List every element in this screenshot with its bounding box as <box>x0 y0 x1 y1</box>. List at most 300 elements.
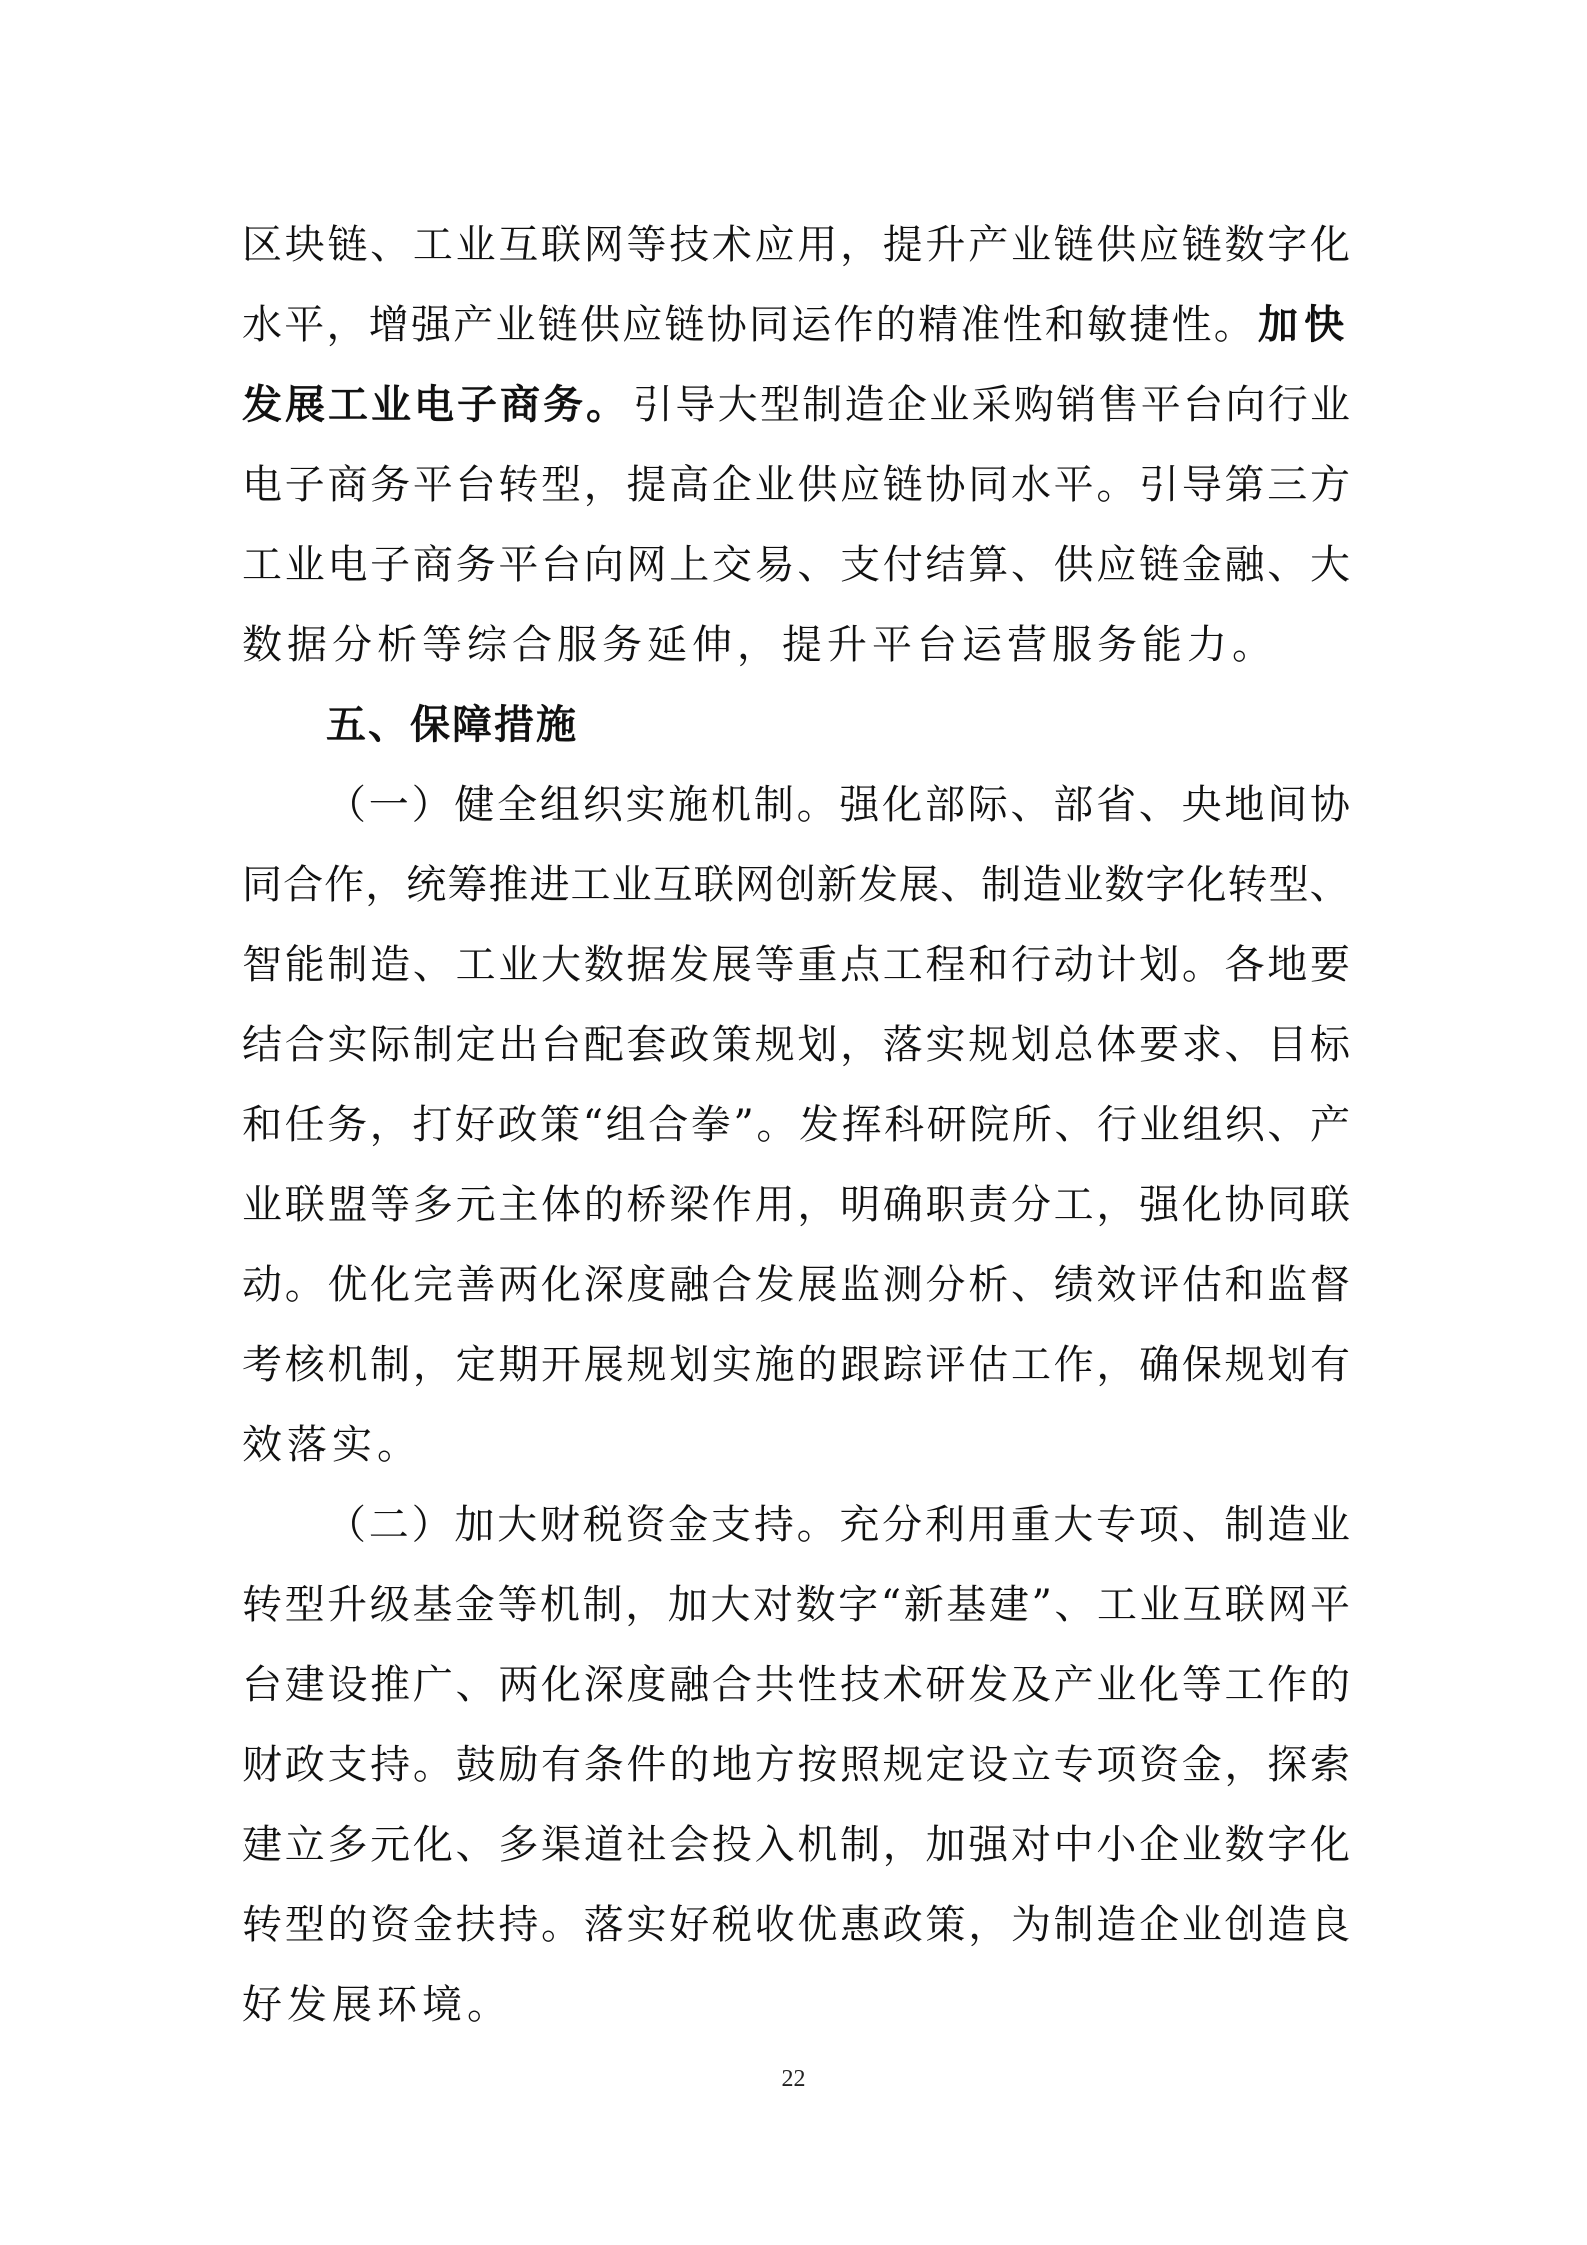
text-char: 业 <box>1181 1902 1222 1948</box>
paragraph-line <box>242 525 1350 605</box>
text-char: 企 <box>1139 1822 1180 1868</box>
text-char: 、 <box>1181 1502 1222 1548</box>
text-char: 的 <box>327 1902 368 1948</box>
text-char: 策 <box>711 1022 752 1068</box>
text-char: 配 <box>583 1022 624 1068</box>
text-char: 制 <box>412 1022 453 1068</box>
text-char: 、 <box>1010 782 1051 828</box>
text-char: 落 <box>583 1902 624 1948</box>
text-char: 化 <box>1139 1662 1180 1708</box>
text-char: ， <box>1224 1742 1265 1788</box>
text-char: ， <box>326 302 367 348</box>
text-char: 求 <box>1181 1022 1222 1068</box>
text-char: 政 <box>669 1022 710 1068</box>
text-char: 联 <box>693 862 734 908</box>
text-char: 分 <box>925 1262 966 1308</box>
text-char: 作 <box>1053 1342 1094 1388</box>
text-char: 规 <box>968 1022 1009 1068</box>
text-char: 业 <box>1139 1582 1180 1628</box>
text-char: 定 <box>455 1022 496 1068</box>
text-char: 台 <box>541 542 582 588</box>
text-char: 鼓 <box>455 1742 496 1788</box>
text-char: 据 <box>626 942 667 988</box>
text-char: 发 <box>754 1262 795 1308</box>
text-char: 字 <box>1267 1822 1308 1868</box>
text-char: 拳 <box>690 1102 731 1148</box>
text-char: 融 <box>669 1262 710 1308</box>
text-char: 筹 <box>447 862 488 908</box>
text-char: ， <box>365 862 406 908</box>
text-char: 职 <box>925 1182 966 1228</box>
text-char: 等 <box>626 222 667 268</box>
text-char: 资 <box>625 1502 666 1548</box>
text-char: 化 <box>1309 222 1350 268</box>
text-char: 协 <box>1224 1182 1265 1228</box>
text-char: 。 <box>412 1742 453 1788</box>
text-char: 、 <box>412 942 453 988</box>
text-char: 联 <box>1309 1182 1350 1228</box>
text-char: 落 <box>882 1022 923 1068</box>
text-char: 所 <box>1011 1102 1052 1148</box>
text-char: 大 <box>541 942 582 988</box>
text-char: 入 <box>754 1822 795 1868</box>
text-char: 交 <box>711 542 752 588</box>
text-char: 互 <box>498 222 539 268</box>
text-char: 充 <box>839 1502 880 1548</box>
text-char: 金 <box>412 1902 453 1948</box>
text-char: 。 <box>1181 942 1222 988</box>
text-char: 应 <box>840 462 881 508</box>
text-char: 转 <box>242 1902 282 1948</box>
text-char: 业 <box>284 542 325 588</box>
text-char: 资 <box>370 1902 411 1948</box>
text-char: 业 <box>1181 1822 1222 1868</box>
text-char: 开 <box>541 1342 582 1388</box>
text-char: 新 <box>903 1582 944 1628</box>
text-char: 惠 <box>840 1902 881 1948</box>
text-char: 制 <box>1053 1902 1094 1948</box>
text-char: 业 <box>1139 1102 1180 1148</box>
text-char: 、 <box>455 1662 496 1708</box>
text-char: 造 <box>1267 1902 1308 1948</box>
text-char: 数 <box>1224 1822 1265 1868</box>
text-char: 支 <box>711 1502 752 1548</box>
text-char: 测 <box>882 1262 923 1308</box>
text-char: 网 <box>626 542 667 588</box>
text-char: 划 <box>669 1342 710 1388</box>
text-char: 联 <box>541 222 582 268</box>
text-char: 社 <box>626 1822 667 1868</box>
text-char: 强 <box>968 1822 1009 1868</box>
bold-phrase: 发展工业电子商务。 <box>242 381 629 428</box>
text-char: 售 <box>1098 382 1139 428</box>
text-char: 加 <box>667 1582 708 1628</box>
text-char: 行 <box>1267 382 1308 428</box>
text-char: 台 <box>455 462 496 508</box>
text-char: 平 <box>1140 382 1181 428</box>
text-char: 好 <box>454 1102 495 1148</box>
text-char: 化 <box>541 1262 582 1308</box>
text-char: 政 <box>882 1902 923 1948</box>
text-char: 化 <box>412 1822 453 1868</box>
text-char: 同 <box>1267 1182 1308 1228</box>
paragraph-line <box>242 1805 1350 1885</box>
text-char: 制 <box>370 1342 411 1388</box>
text-char: 监 <box>840 1262 881 1308</box>
text-char: 院 <box>969 1102 1010 1148</box>
text-char: 划 <box>1010 1022 1051 1068</box>
text-char: 制 <box>1224 1502 1265 1548</box>
text-char: 大 <box>1053 1502 1094 1548</box>
text-char: 评 <box>925 1342 966 1388</box>
text-char: 设 <box>968 1742 1009 1788</box>
text-char: 持 <box>370 1742 411 1788</box>
text-char: 条 <box>583 1742 624 1788</box>
text-char: 合 <box>711 1662 752 1708</box>
text-char: 块 <box>284 222 325 268</box>
text-char: 保 <box>1181 1342 1222 1388</box>
text-char: 制 <box>327 942 368 988</box>
text-char: 、 <box>1309 862 1350 908</box>
text-char: 建 <box>242 1822 282 1868</box>
text-char: ， <box>412 1342 453 1388</box>
text-char: 体 <box>1096 1022 1137 1068</box>
paragraph-line: 效落实。 <box>242 1422 422 1468</box>
text-char: 各 <box>1224 942 1265 988</box>
text-char: 两 <box>498 1262 539 1308</box>
text-char: 推 <box>370 1662 411 1708</box>
text-char: 制 <box>582 1582 623 1628</box>
paragraph-line <box>242 205 1350 285</box>
text-char: ， <box>1096 1342 1137 1388</box>
text-char: 数 <box>583 942 624 988</box>
text-char: 融 <box>669 1662 710 1708</box>
text-char: 道 <box>583 1822 624 1868</box>
text-char: 制 <box>753 782 794 828</box>
text-char: 挥 <box>841 1102 882 1148</box>
text-char: ， <box>583 462 624 508</box>
paragraph-line <box>242 1485 1350 1565</box>
text-char: 应 <box>754 222 795 268</box>
text-char: 优 <box>797 1902 838 1948</box>
text-char: ， <box>968 1902 1009 1948</box>
text-char: ， <box>840 222 881 268</box>
text-char: 税 <box>711 1902 752 1948</box>
text-char: 间 <box>1267 782 1308 828</box>
text-char: 行 <box>1010 942 1051 988</box>
text-char: 。 <box>796 782 837 828</box>
text-char: 采 <box>971 382 1012 428</box>
text-char: 定 <box>455 1342 496 1388</box>
text-char: 销 <box>1056 382 1097 428</box>
text-char: 支 <box>840 542 881 588</box>
text-char: 加 <box>925 1822 966 1868</box>
text-char: 第 <box>1224 462 1265 508</box>
text-char: 发 <box>669 942 710 988</box>
text-char: 分 <box>1010 1182 1051 1228</box>
text-char: 业 <box>1063 862 1104 908</box>
text-char: 和 <box>1044 302 1085 348</box>
text-char: 展 <box>899 862 939 908</box>
text-char: 等 <box>497 1582 538 1628</box>
text-char: 。 <box>796 1502 837 1548</box>
text-char: 合 <box>648 1102 689 1148</box>
text-char: 升 <box>925 222 966 268</box>
text-char: 用 <box>967 1502 1008 1548</box>
text-char: 运 <box>791 302 832 348</box>
text-char: 化 <box>1186 862 1227 908</box>
text-char: 务 <box>455 542 496 588</box>
text-char: 绩 <box>1053 1262 1094 1308</box>
text-char: 多 <box>498 1822 539 1868</box>
text-char: 业 <box>754 462 795 508</box>
text-char: 会 <box>669 1822 710 1868</box>
text-char: 网 <box>1267 1582 1308 1628</box>
text-char: 三 <box>1267 462 1308 508</box>
text-char: 、 <box>370 222 411 268</box>
text-char: 确 <box>1139 1342 1180 1388</box>
text-char: 发 <box>799 1102 839 1148</box>
text-char: 大 <box>1309 542 1350 588</box>
text-char: 重 <box>797 942 838 988</box>
text-char: 点 <box>840 942 881 988</box>
text-char: 平 <box>498 542 539 588</box>
text-char: 基 <box>946 1582 987 1628</box>
text-char: 规 <box>882 1742 923 1788</box>
text-char: 强 <box>839 782 880 828</box>
text-char: 织 <box>582 782 623 828</box>
text-char: 业 <box>611 862 652 908</box>
text-char: 优 <box>327 1262 368 1308</box>
text-char: 的 <box>797 1342 838 1388</box>
text-char: 化 <box>1181 1182 1222 1228</box>
text-char: 导 <box>675 382 716 428</box>
text-char: 性 <box>1171 302 1212 348</box>
text-char: 水 <box>242 302 282 348</box>
text-char: 数 <box>795 1582 836 1628</box>
text-char: 励 <box>498 1742 539 1788</box>
text-char: 为 <box>1010 1902 1051 1948</box>
text-char: 用 <box>754 1182 795 1228</box>
text-char: 照 <box>840 1742 881 1788</box>
text-char: 部 <box>1053 782 1094 828</box>
text-char: 健 <box>454 782 495 828</box>
text-char: 业 <box>455 222 496 268</box>
text-char: 等 <box>1181 1662 1222 1708</box>
text-char: 件 <box>626 1742 667 1788</box>
text-char: 型 <box>284 1902 325 1948</box>
text-char: 的 <box>875 302 916 348</box>
text-char: 上 <box>669 542 710 588</box>
text-char: 实 <box>925 1022 966 1068</box>
text-char: 政 <box>284 1742 325 1788</box>
text-char: 、 <box>1138 782 1179 828</box>
text-char: 。 <box>756 1102 797 1148</box>
text-char: 一 <box>368 782 409 828</box>
text-char: 计 <box>1096 942 1137 988</box>
text-char: 展 <box>711 942 752 988</box>
text-char: 金 <box>668 1502 709 1548</box>
text-char: 、 <box>940 862 981 908</box>
text-char: 重 <box>1010 1502 1051 1548</box>
text-char: 央 <box>1181 782 1222 828</box>
text-char: 制 <box>802 382 843 428</box>
text-char: 平 <box>1053 462 1094 508</box>
text-char: 的 <box>583 1182 624 1228</box>
text-char: 台 <box>541 1022 582 1068</box>
text-char: 能 <box>284 942 325 988</box>
section-heading: 五、保障措施 <box>326 702 578 748</box>
text-char: 平 <box>1309 1582 1350 1628</box>
text-char: 统 <box>406 862 447 908</box>
text-char: 业 <box>495 302 536 348</box>
text-char: 建 <box>988 1582 1029 1628</box>
text-char: 数 <box>1104 862 1145 908</box>
text-char: 作 <box>711 1182 752 1228</box>
text-char: 立 <box>1010 1742 1051 1788</box>
paragraph-text <box>242 285 1254 365</box>
text-char: ， <box>625 1582 666 1628</box>
text-char: 进 <box>529 862 570 908</box>
text-char: 化 <box>1309 1822 1350 1868</box>
paragraph-line <box>242 1005 1350 1085</box>
text-char: 工 <box>1097 1582 1138 1628</box>
text-char: 技 <box>840 1662 881 1708</box>
text-char: 程 <box>925 942 966 988</box>
text-char: 任 <box>284 1102 325 1148</box>
text-char: 按 <box>797 1742 838 1788</box>
text-char: 两 <box>498 1662 539 1708</box>
text-char: 智 <box>242 942 282 988</box>
text-char: 准 <box>960 302 1001 348</box>
text-char: 链 <box>882 462 923 508</box>
text-char: 电 <box>327 542 368 588</box>
text-char: 和 <box>968 942 1009 988</box>
text-char: 划 <box>1139 942 1180 988</box>
text-char: 化 <box>541 1662 582 1708</box>
text-char: 字 <box>838 1582 879 1628</box>
text-char: 作 <box>1267 1662 1308 1708</box>
text-char: 等 <box>754 942 795 988</box>
text-char: 度 <box>626 1262 667 1308</box>
text-char: 业 <box>498 942 539 988</box>
paragraph-line <box>242 1085 1350 1165</box>
text-char: 协 <box>925 462 966 508</box>
text-char: 的 <box>1309 1662 1350 1708</box>
text-char: 。 <box>284 1262 325 1308</box>
text-char: 有 <box>1309 1342 1350 1388</box>
text-char: 责 <box>968 1182 1009 1228</box>
text-char: 持 <box>753 1502 794 1548</box>
bold-phrase: 加快 <box>1258 301 1350 348</box>
text-char: 强 <box>411 302 451 348</box>
text-char: 向 <box>1225 382 1266 428</box>
text-char: 地 <box>711 1742 752 1788</box>
text-char: 动 <box>242 1262 282 1308</box>
text-char: 付 <box>882 542 923 588</box>
text-char: “ <box>582 1102 604 1148</box>
text-char: 工 <box>455 942 496 988</box>
text-char: 应 <box>1096 542 1137 588</box>
text-char: 务 <box>327 1102 368 1148</box>
text-char: 和 <box>1224 1262 1265 1308</box>
text-char: 专 <box>1096 1502 1137 1548</box>
text-char: 供 <box>580 302 620 348</box>
paragraph-line <box>242 1645 1350 1725</box>
text-char: 期 <box>498 1342 539 1388</box>
text-char: 际 <box>967 782 1008 828</box>
text-char: ， <box>882 1822 923 1868</box>
text-char: 向 <box>583 542 624 588</box>
text-char: 捷 <box>1129 302 1170 348</box>
text-char: 金 <box>1181 542 1222 588</box>
text-char: 造 <box>844 382 885 428</box>
text-char: 应 <box>622 302 663 348</box>
text-char: 踪 <box>882 1342 923 1388</box>
text-char: 支 <box>327 1742 368 1788</box>
text-char: 标 <box>1309 1022 1350 1068</box>
text-char: ， <box>1096 1182 1137 1228</box>
text-char: 台 <box>1183 382 1224 428</box>
text-char: 共 <box>754 1662 795 1708</box>
text-char: ） <box>411 782 452 828</box>
text-char: 链 <box>1181 222 1222 268</box>
paragraph-line <box>242 925 1350 1005</box>
text-char: 部 <box>924 782 965 828</box>
text-char: 、 <box>455 1822 496 1868</box>
text-char: 梁 <box>669 1182 710 1228</box>
text-char: 数 <box>1224 222 1265 268</box>
text-char: 合 <box>711 1262 752 1308</box>
text-char: 转 <box>1227 862 1268 908</box>
text-char: 全 <box>497 782 538 828</box>
text-char: 技 <box>669 222 710 268</box>
text-char: 创 <box>1224 1902 1265 1948</box>
text-char: 发 <box>968 1662 1009 1708</box>
text-char: 同 <box>968 462 1009 508</box>
text-char: 区 <box>242 222 282 268</box>
text-char: 子 <box>284 462 325 508</box>
text-char: 渠 <box>541 1822 582 1868</box>
text-char: 网 <box>734 862 775 908</box>
text-char: 主 <box>498 1182 539 1228</box>
text-char: 实 <box>711 1342 752 1388</box>
text-char: 套 <box>626 1022 667 1068</box>
text-char: 等 <box>370 1182 411 1228</box>
text-char: 互 <box>652 862 693 908</box>
text-char: 要 <box>1309 942 1350 988</box>
text-char: 研 <box>926 1102 967 1148</box>
text-char: 持 <box>498 1902 539 1948</box>
text-char: 制 <box>840 1822 881 1868</box>
text-char: 研 <box>925 1662 966 1708</box>
text-char: 强 <box>1139 1182 1180 1228</box>
text-char: 总 <box>1053 1022 1094 1068</box>
text-char: 金 <box>454 1582 495 1628</box>
text-char: 加 <box>454 1502 495 1548</box>
text-char: 推 <box>488 862 529 908</box>
text-char: 项 <box>1096 1742 1137 1788</box>
text-char: 、 <box>1054 1582 1095 1628</box>
text-char: 。 <box>1096 462 1137 508</box>
text-char: 供 <box>1096 222 1137 268</box>
text-char: 元 <box>455 1182 496 1228</box>
paragraph-line: 好发展环境。 <box>242 1982 512 2028</box>
text-char: 实 <box>626 1902 667 1948</box>
text-char: 联 <box>1224 1582 1265 1628</box>
paragraph-line <box>242 845 1350 925</box>
text-char: 易 <box>754 542 795 588</box>
